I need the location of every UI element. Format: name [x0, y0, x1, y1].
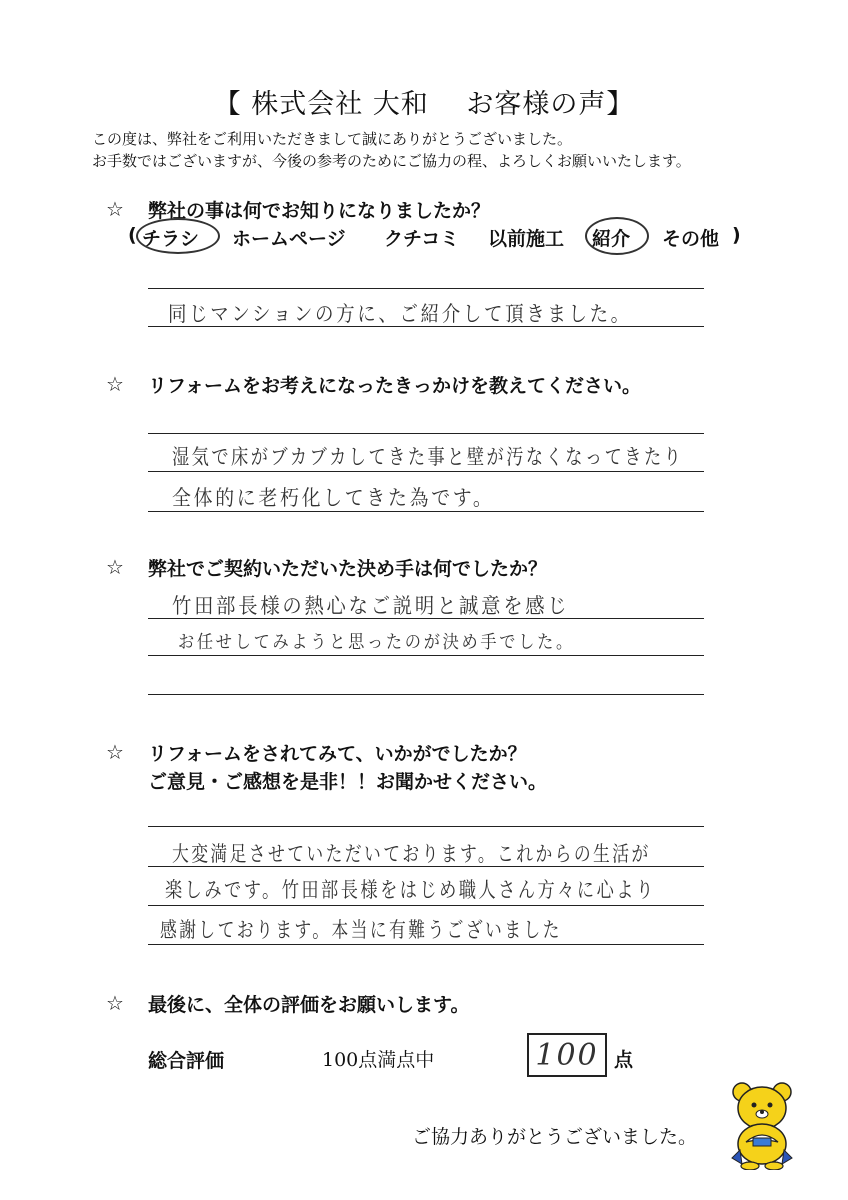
- intro-line-2: お手数ではございますが、今後の参考のためにご協力の程、よろしくお願いいたします。: [92, 152, 691, 170]
- answer-q3-line2: お任せしてみようと思ったのが決め手でした。: [178, 632, 575, 653]
- question-1: 弊社の事は何でお知りになりましたか？: [148, 200, 491, 222]
- answer-line: [148, 655, 704, 656]
- thanks-message: ご協力ありがとうございました。: [412, 1126, 698, 1148]
- question-4-line2: ご意見・ご感想を是非！！お聞かせください。: [148, 771, 548, 793]
- options-open-paren: (: [128, 224, 137, 246]
- options-close-paren: ): [732, 224, 741, 246]
- option-flyer: チラシ: [142, 228, 200, 250]
- page-title: 【 株式会社 大和 お客様の声】: [213, 89, 635, 120]
- answer-q4-line3: 感謝しております。本当に有難うございました: [160, 918, 562, 942]
- answer-q4-line2: 楽しみです。竹田部長様をはじめ職人さん方々に心より: [165, 878, 656, 902]
- answer-line: [148, 433, 704, 434]
- question-5: 最後に、全体の評価をお願いします。: [148, 994, 470, 1016]
- answer-line: [148, 326, 704, 327]
- answer-q4-line1: 大変満足させていただいております。これからの生活が: [172, 842, 651, 866]
- option-word-of-mouth: クチコミ: [384, 228, 460, 250]
- option-homepage: ホームページ: [232, 228, 346, 250]
- answer-q3-line1: 竹田部長様の熱心なご説明と誠意を感じ: [172, 594, 570, 618]
- answer-q2-line1: 湿気で床がブカブカしてきた事と壁が汚なくなってきたり: [172, 445, 684, 469]
- bear-mascot-icon: [726, 1080, 798, 1170]
- answer-line: [148, 694, 704, 695]
- question-2: リフォームをお考えになったきっかけを教えてください。: [148, 375, 642, 397]
- answer-line: [148, 471, 704, 472]
- option-circle-referral: [585, 217, 649, 255]
- answer-line: [148, 288, 704, 289]
- star-icon: ☆: [106, 740, 124, 764]
- star-icon: ☆: [106, 555, 124, 579]
- overall-rating-label: 総合評価: [148, 1050, 225, 1072]
- answer-line: [148, 866, 704, 867]
- option-other: その他: [662, 228, 720, 250]
- option-previous-work: 以前施工: [488, 228, 565, 250]
- answer-line: [148, 618, 704, 619]
- answer-line: [148, 826, 704, 827]
- option-referral: 紹介: [592, 228, 631, 250]
- intro-line-1: この度は、弊社をご利用いただきまして誠にありがとうございました。: [92, 130, 573, 148]
- question-3: 弊社でご契約いただいた決め手は何でしたか？: [148, 558, 548, 580]
- answer-line: [148, 905, 704, 906]
- score-unit: 点: [614, 1049, 634, 1071]
- question-4-line1: リフォームをされてみて、いかがでしたか？: [148, 743, 527, 765]
- answer-line: [148, 511, 704, 512]
- rating-scale: 100点満点中: [322, 1049, 435, 1071]
- answer-q2-line2: 全体的に老朽化してきた為です。: [172, 486, 495, 510]
- score-value: 100: [535, 1038, 599, 1073]
- answer-line: [148, 944, 704, 945]
- star-icon: ☆: [106, 991, 124, 1015]
- option-circle-flyer: [136, 218, 220, 254]
- star-icon: ☆: [106, 372, 124, 396]
- star-icon: ☆: [106, 197, 124, 221]
- answer-q1-line1: 同じマンションの方に、ご紹介して頂きました。: [168, 302, 632, 326]
- score-box: [527, 1033, 607, 1077]
